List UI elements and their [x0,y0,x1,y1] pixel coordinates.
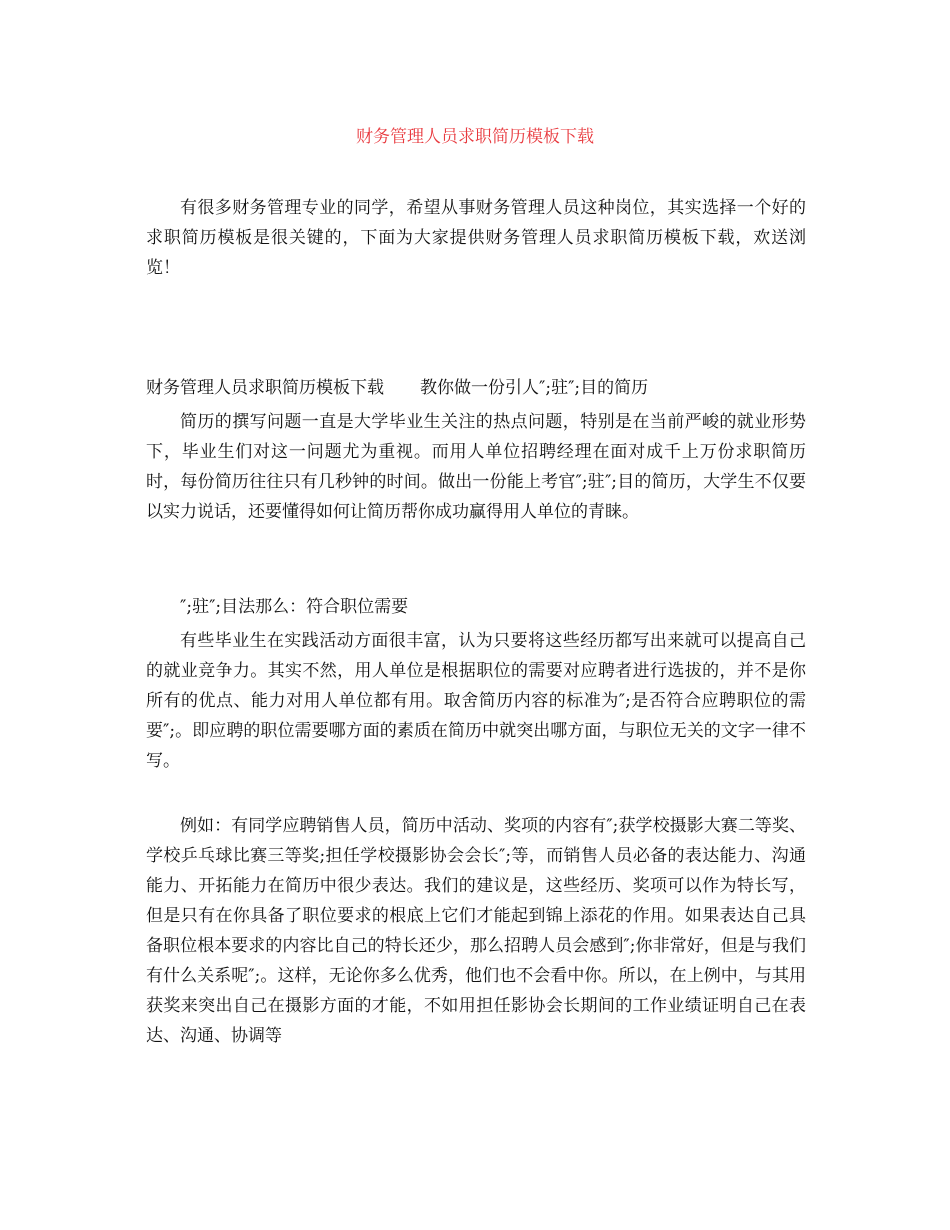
body-paragraph-2: ″;驻″;目法那么：符合职位需要 [180,597,409,617]
section-heading-left: 财务管理人员求职简历模板下载 [146,378,384,398]
body-paragraph-1: 简历的撰写问题一直是大学毕业生关注的热点问题，特别是在当前严峻的就业形势下，毕业生们对这一问题尤为重视。而用人单位招聘经理在面对成千上万份求职简历时，每份简历往往只有几秒钟的时间。做出一份能上考官″;驻″;目的简历，大学生不仅要以实力说话，还要懂得如何让简历帮你成功赢得用人单位的青睐。 [146,412,806,522]
section-heading-right: 教你做一份引人″;驻″;目的简历 [420,378,649,398]
body-paragraph-3: 有些毕业生在实践活动方面很丰富，认为只要将这些经历都写出来就可以提高自己的就业竞争力。其实不然，用人单位是根据职位的需要对应聘者进行选拔的，并不是你所有的优点、能力对用人单位都有用。取舍简历内容的标准为″;是否符合应聘职位的需要″;。即应聘的职位需要哪方面的素质在简历中就突出哪方面，与职位无关的文字一律不写。 [146,631,806,771]
intro-paragraph: 有很多财务管理专业的同学，希望从事财务管理人员这种岗位，其实选择一个好的求职简历模板是很关键的，下面为大家提供财务管理人员求职简历模板下载，欢送浏览！ [146,198,806,278]
document-title: 财务管理人员求职简历模板下载 [356,127,594,147]
section-heading [146,373,648,403]
body-paragraph-4: 例如：有同学应聘销售人员，简历中活动、奖项的内容有″;获学校摄影大赛二等奖、学校乒乓球比赛三等奖;担任学校摄影协会会长″;等，而销售人员必备的表达能力、沟通能力、开拓能力在简历中很少表达。我们的建议是，这些经历、奖项可以作为特长写，但是只有在你具备了职位要求的根底上它们才能起到锦上添花的作用。如果表达自己具备职位根本要求的内容比自己的特长还少，那么招聘人员会感到″;你非常好，但是与我们有什么关系呢″;。这样，无论你多么优秀，他们也不会看中你。所以，在上例中，与其用获奖来突出自己在摄影方面的才能，不如用担任影协会长期间的工作业绩证明自己在表达、沟通、协调等 [146,816,806,1046]
